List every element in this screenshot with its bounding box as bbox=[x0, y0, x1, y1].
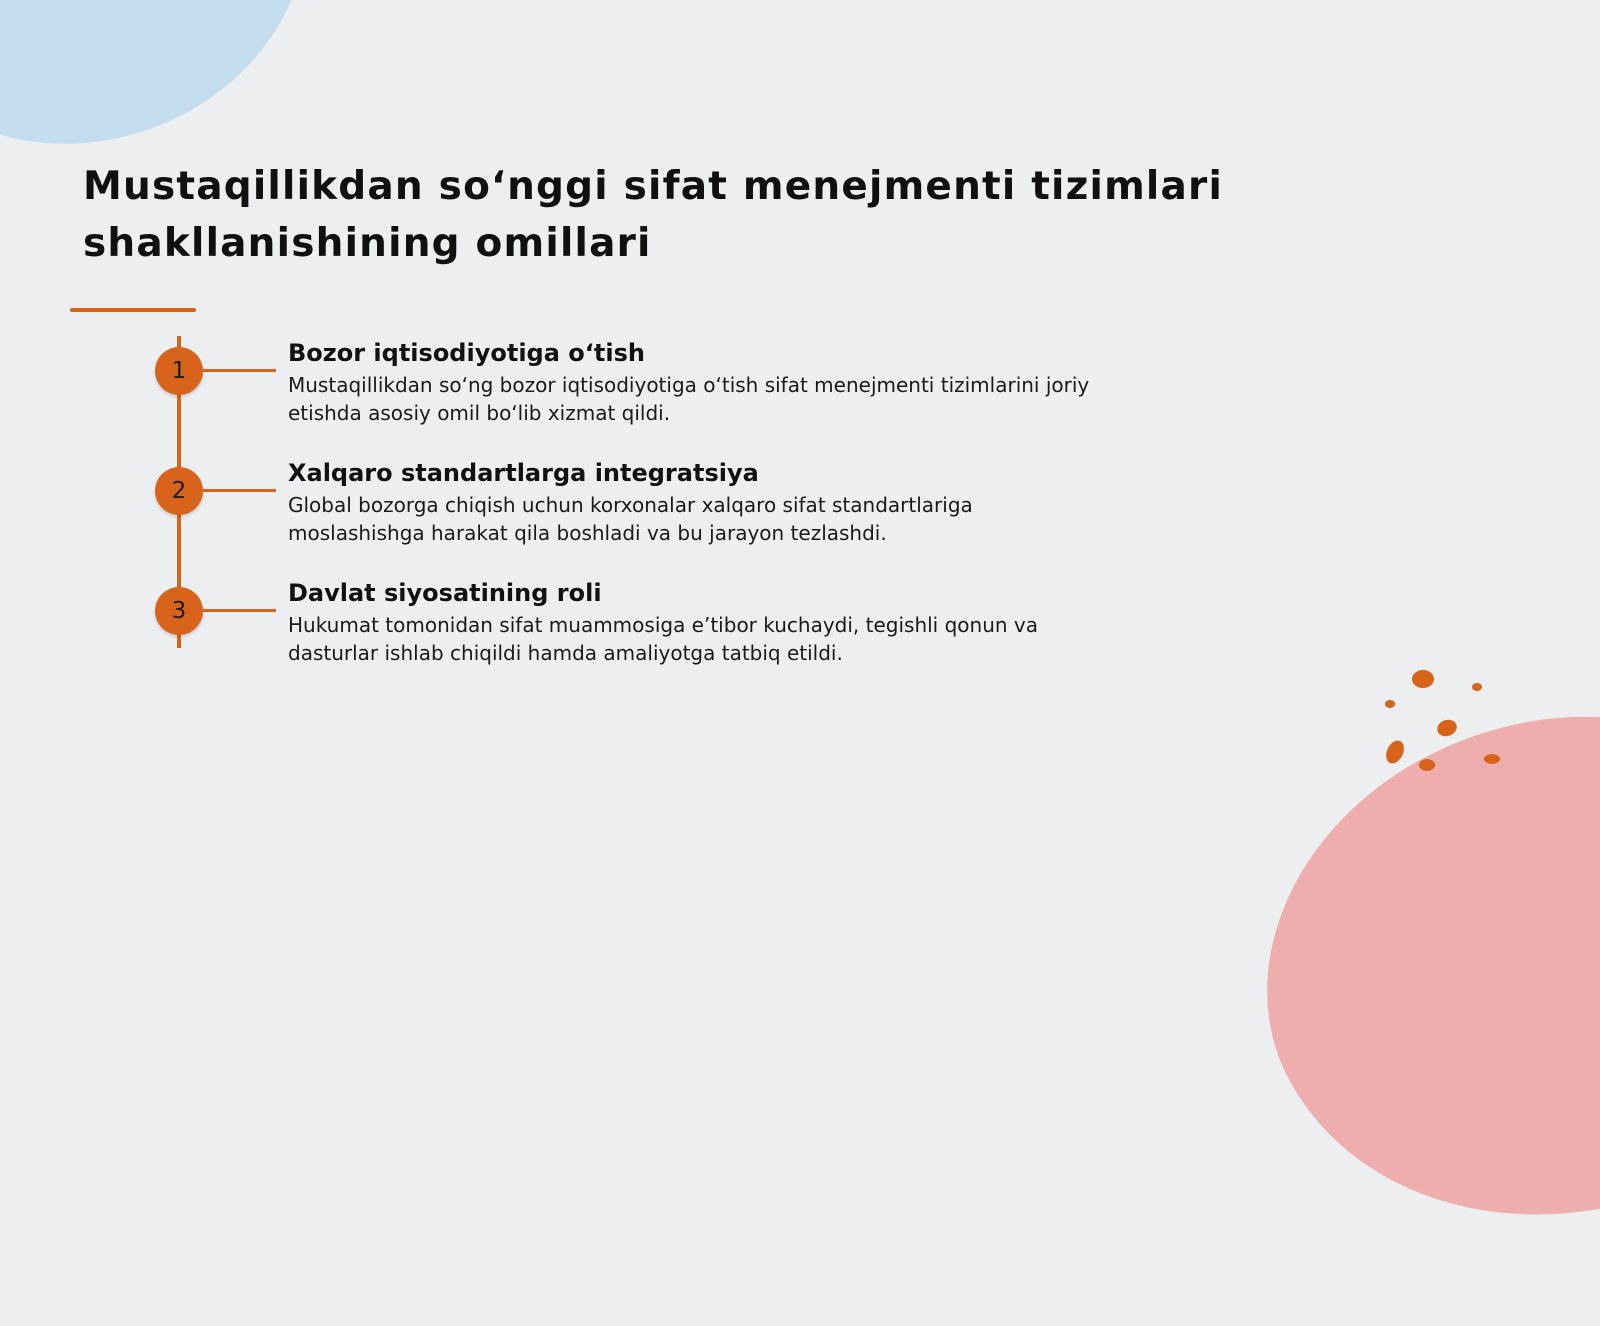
step-marker-1: 1 bbox=[155, 347, 203, 395]
step-heading-3: Davlat siyosatining roli bbox=[288, 579, 602, 607]
step-marker-2: 2 bbox=[155, 467, 203, 515]
timeline-step-1 bbox=[155, 339, 1105, 447]
step-marker-3: 3 bbox=[155, 587, 203, 635]
step-connector-1 bbox=[203, 369, 276, 372]
title-accent-line bbox=[70, 308, 196, 312]
step-connector-3 bbox=[203, 609, 276, 612]
decorative-orange-dots bbox=[1380, 670, 1540, 800]
timeline-step-3 bbox=[155, 579, 1105, 687]
step-connector-2 bbox=[203, 489, 276, 492]
slide-title: Mustaqillikdan so‘nggi sifat menejmenti tizimlari shakllanishining omillari bbox=[83, 164, 1224, 266]
step-description-1: Mustaqillikdan so‘ng bozor iqtisodiyotiga o‘tish sifat menejmenti tizimlarini joriy etishda asosiy omil bo‘lib xizmat qildi. bbox=[288, 373, 1090, 425]
step-heading-1: Bozor iqtisodiyotiga o‘tish bbox=[288, 339, 645, 367]
step-description-2: Global bozorga chiqish uchun korxonalar xalqaro sifat standartlariga moslashishga harakat qila boshladi va bu jarayon tezlashdi. bbox=[288, 493, 973, 545]
timeline-step-2 bbox=[155, 459, 1105, 567]
step-description-3: Hukumat tomonidan sifat muammosiga e’tibor kuchaydi, tegishli qonun va dasturlar ishlab chiqildi hamda amaliyotga tatbiq etildi. bbox=[288, 613, 1038, 665]
step-heading-2: Xalqaro standartlarga integratsiya bbox=[288, 459, 759, 487]
